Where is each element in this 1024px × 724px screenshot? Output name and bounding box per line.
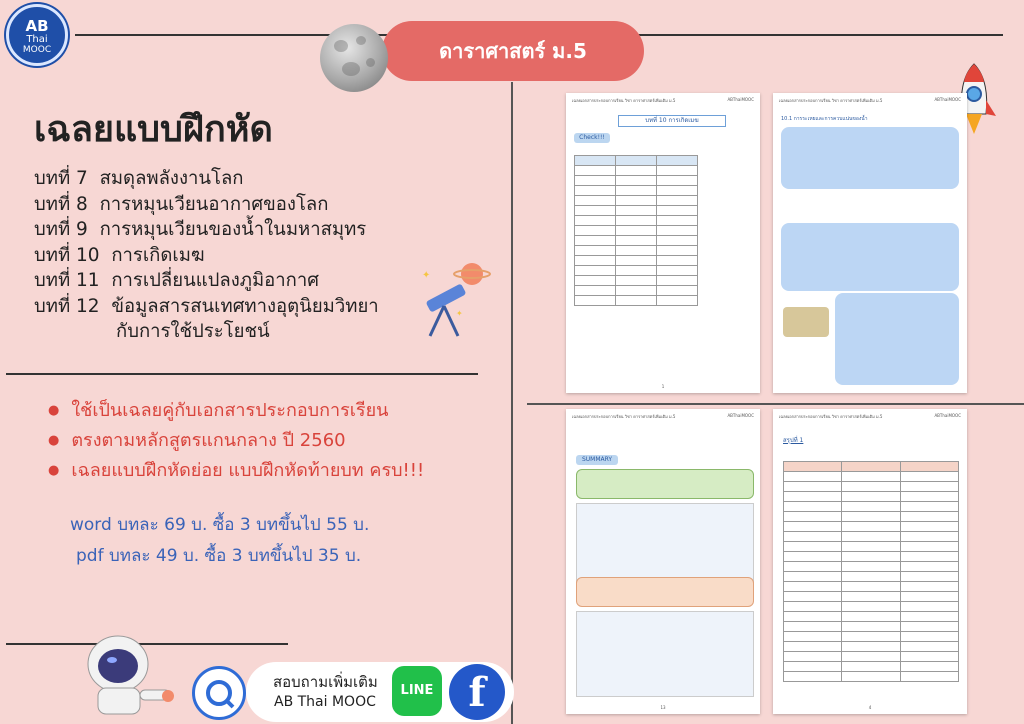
facebook-button[interactable]: f (449, 664, 505, 720)
info-box (781, 127, 959, 189)
contact-name: AB Thai MOOC (274, 694, 376, 710)
preview-page-3: เฉลยเอกสารประกอบการเรียน วิชา ดาราศาสตร์เพิ่มเติม ม.5 ABThaiMOOC SUMMARY 13 (566, 409, 760, 714)
svg-text:✦: ✦ (422, 270, 431, 281)
summary-box (576, 469, 754, 499)
lesson-item: บทที่ 9 การหมุนเวียนของน้ำในมหาสมุทร (34, 219, 367, 240)
summary-label: สรุปที่ 1 (783, 437, 804, 444)
section-divider (6, 373, 478, 375)
preview-divider (527, 403, 1024, 405)
search-q-icon[interactable] (192, 666, 246, 720)
vertical-divider (511, 82, 513, 724)
graph-panel (576, 611, 754, 697)
preview-page-4: เฉลยเอกสารประกอบการเรียน วิชา ดาราศาสตร์เพิ่มเติม ม.5 ABThaiMOOC สรุปที่ 1 4 (773, 409, 967, 714)
lesson-item: บทที่ 8 การหมุนเวียนอากาศของโลก (34, 193, 329, 215)
pdf-price: pdf บทละ 49 บ. ซื้อ 3 บทขึ้นไป 35 บ. (76, 546, 362, 566)
line-button[interactable]: LINE (392, 666, 442, 716)
svg-text:✦: ✦ (456, 309, 463, 318)
graph-panel (576, 503, 754, 585)
feature-item: ● ตรงตามหลักสูตรแกนกลาง ปี 2560 (48, 427, 424, 457)
preview-page-2: เฉลยเอกสารประกอบการเรียน วิชา ดาราศาสตร์เพิ่มเติม ม.5 ABThaiMOOC 10.1 การระเหยและการควบแน่นของน้ำ (773, 93, 967, 393)
moon-illustration (320, 24, 388, 92)
preview-page-1: เฉลยเอกสารประกอบการเรียน วิชา ดาราศาสตร์เพิ่มเติม ม.5 ABThaiMOOC บทที่ 10 การเกิดเมฆ Check!!! 1 (566, 93, 760, 393)
lesson-list (34, 166, 379, 345)
feature-item: ● เฉลยแบบฝึกหัดย่อย แบบฝึกหัดท้ายบท ครบ!!! (48, 457, 424, 487)
feature-list (48, 397, 424, 487)
answer-table (574, 155, 698, 306)
telescope-planet-icon (418, 258, 492, 342)
info-box (781, 223, 959, 291)
summary-tag: SUMMARY (576, 455, 618, 465)
balloons-photo (783, 307, 829, 337)
chapter-title: บทที่ 10 การเกิดเมฆ (618, 115, 726, 127)
subject-banner: ดาราศาสตร์ ม.5 (382, 21, 644, 81)
check-tag: Check!!! (574, 133, 610, 143)
page-title: เฉลยแบบฝึกหัด (34, 109, 273, 150)
ab-thai-mooc-logo: AB Thai MOOC (6, 4, 68, 66)
feature-item: ● ใช้เป็นเฉลยคู่กับเอกสารประกอบการเรียน (48, 397, 424, 427)
contact-title: สอบถามเพิ่มเติม (273, 673, 378, 691)
word-price: word บทละ 69 บ. ซื้อ 3 บทขึ้นไป 55 บ. (70, 515, 370, 535)
section-title: 10.1 การระเหยและการควบแน่นของน้ำ (781, 116, 868, 122)
lesson-item: บทที่ 10 การเกิดเมฆ (34, 244, 205, 266)
info-box (835, 293, 959, 385)
symbol-table (783, 461, 959, 682)
lesson-item-continued: กับการใช้ประโยชน์ (116, 321, 270, 342)
summary-box (576, 577, 754, 607)
lesson-item: บทที่ 7 สมดุลพลังงานโลก (34, 168, 244, 189)
astronaut-illustration (66, 624, 176, 722)
lesson-item: บทที่ 12 ข้อมูลสารสนเทศทางอุตุนิยมวิทยา (34, 295, 379, 317)
lesson-item: บทที่ 11 การเปลี่ยนแปลงภูมิอากาศ (34, 270, 320, 291)
